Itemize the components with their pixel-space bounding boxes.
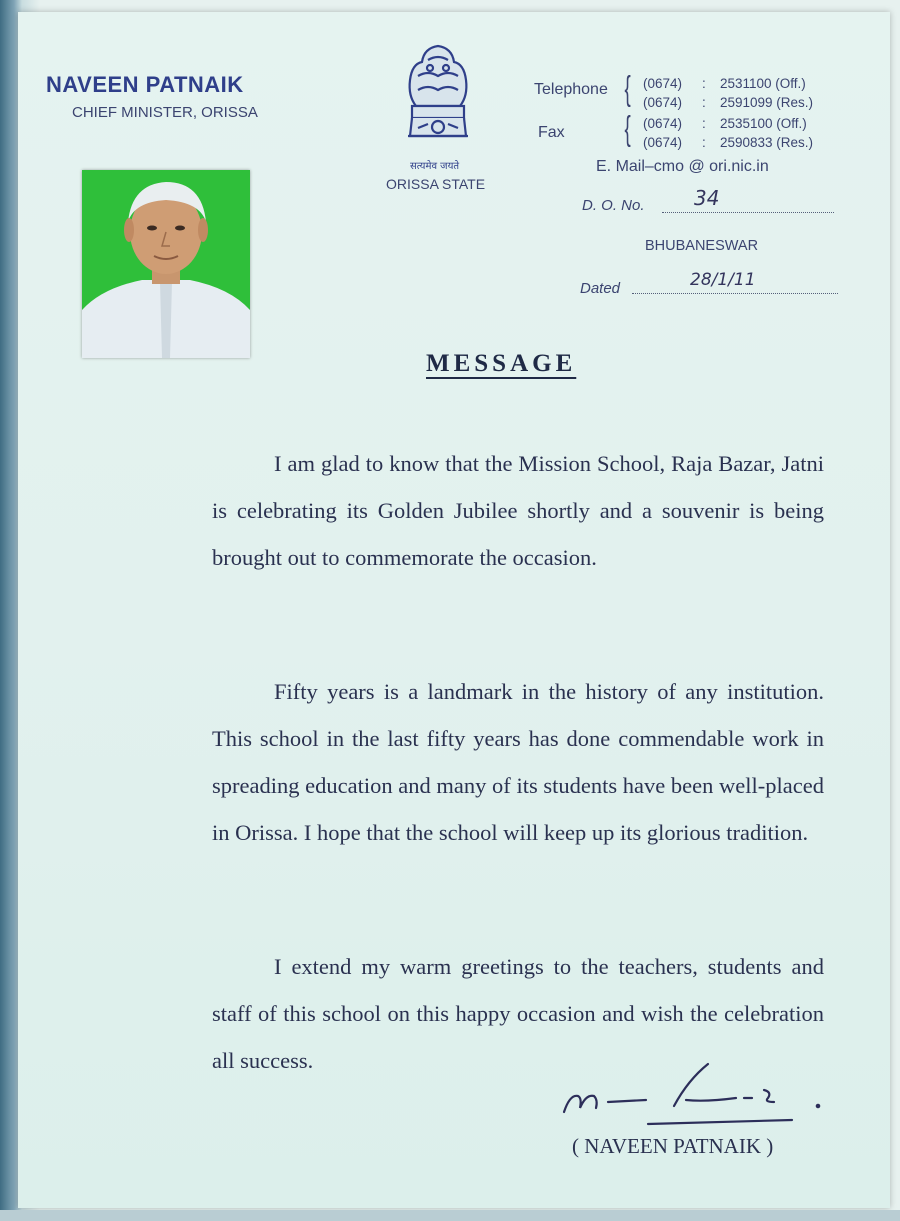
fax-office-colon: : xyxy=(702,116,706,131)
fax-label: Fax xyxy=(538,124,565,141)
state-label: ORISSA STATE xyxy=(386,176,486,192)
telephone-brace: { xyxy=(624,70,631,108)
telephone-office-code: (0674) xyxy=(643,76,683,91)
portrait-icon xyxy=(82,170,250,358)
emblem-motto: सत्यमेव जयते xyxy=(410,161,460,172)
dated-line xyxy=(632,293,838,294)
fax-office-number: 2535100 (Off.) xyxy=(720,116,807,131)
fax-office-code: (0674) xyxy=(643,116,683,131)
message-paragraph-2: Fifty years is a landmark in the history of any institution. This school in the last fifty years has done commendable work in spreading education and many of its students have been well-placed in Orissa. I hope that the school will keep up its glorious tradition. xyxy=(212,679,824,845)
telephone-residence-code: (0674) xyxy=(643,95,683,110)
email-address: E. Mail–cmo @ ori.nic.in xyxy=(596,158,769,175)
telephone-label: Telephone xyxy=(534,81,608,98)
telephone-office-colon: : xyxy=(702,76,706,91)
do-number-value: 34 xyxy=(694,186,720,210)
fax-residence-number: 2590833 (Res.) xyxy=(720,135,814,150)
letterhead-designation: CHIEF MINISTER, ORISSA xyxy=(72,104,258,121)
page-bottom-edge xyxy=(0,1210,900,1221)
message-paragraph-1: I am glad to know that the Mission School, Raja Bazar, Jatni is celebrating its Golden Jubilee shortly and a souvenir is being brought out to commemorate the occasion. xyxy=(212,451,824,570)
city-label: BHUBANESWAR xyxy=(645,238,759,254)
telephone-residence-colon: : xyxy=(702,95,706,110)
dated-value: 28/1/11 xyxy=(690,270,756,290)
do-number-line xyxy=(662,212,834,213)
fax-residence-code: (0674) xyxy=(643,135,683,150)
handwritten-signature xyxy=(556,1050,836,1130)
letterhead-name: NAVEEN PATNAIK xyxy=(46,72,244,97)
telephone-office-number: 2531100 (Off.) xyxy=(720,76,806,91)
signatory-name: ( NAVEEN PATNAIK ) xyxy=(572,1134,774,1158)
fax-brace: { xyxy=(624,110,631,148)
telephone-residence-number: 2591099 (Res.) xyxy=(720,95,814,110)
message-paragraph-3: I extend my warm greetings to the teachers, students and staff of this school on this happy occasion and wish the celebration all success. xyxy=(212,954,824,1073)
do-number-label: D. O. No. xyxy=(582,197,645,214)
fax-residence-colon: : xyxy=(702,135,706,150)
portrait-photo xyxy=(82,170,250,358)
dated-label: Dated xyxy=(580,280,621,297)
message-title: MESSAGE xyxy=(426,350,577,377)
